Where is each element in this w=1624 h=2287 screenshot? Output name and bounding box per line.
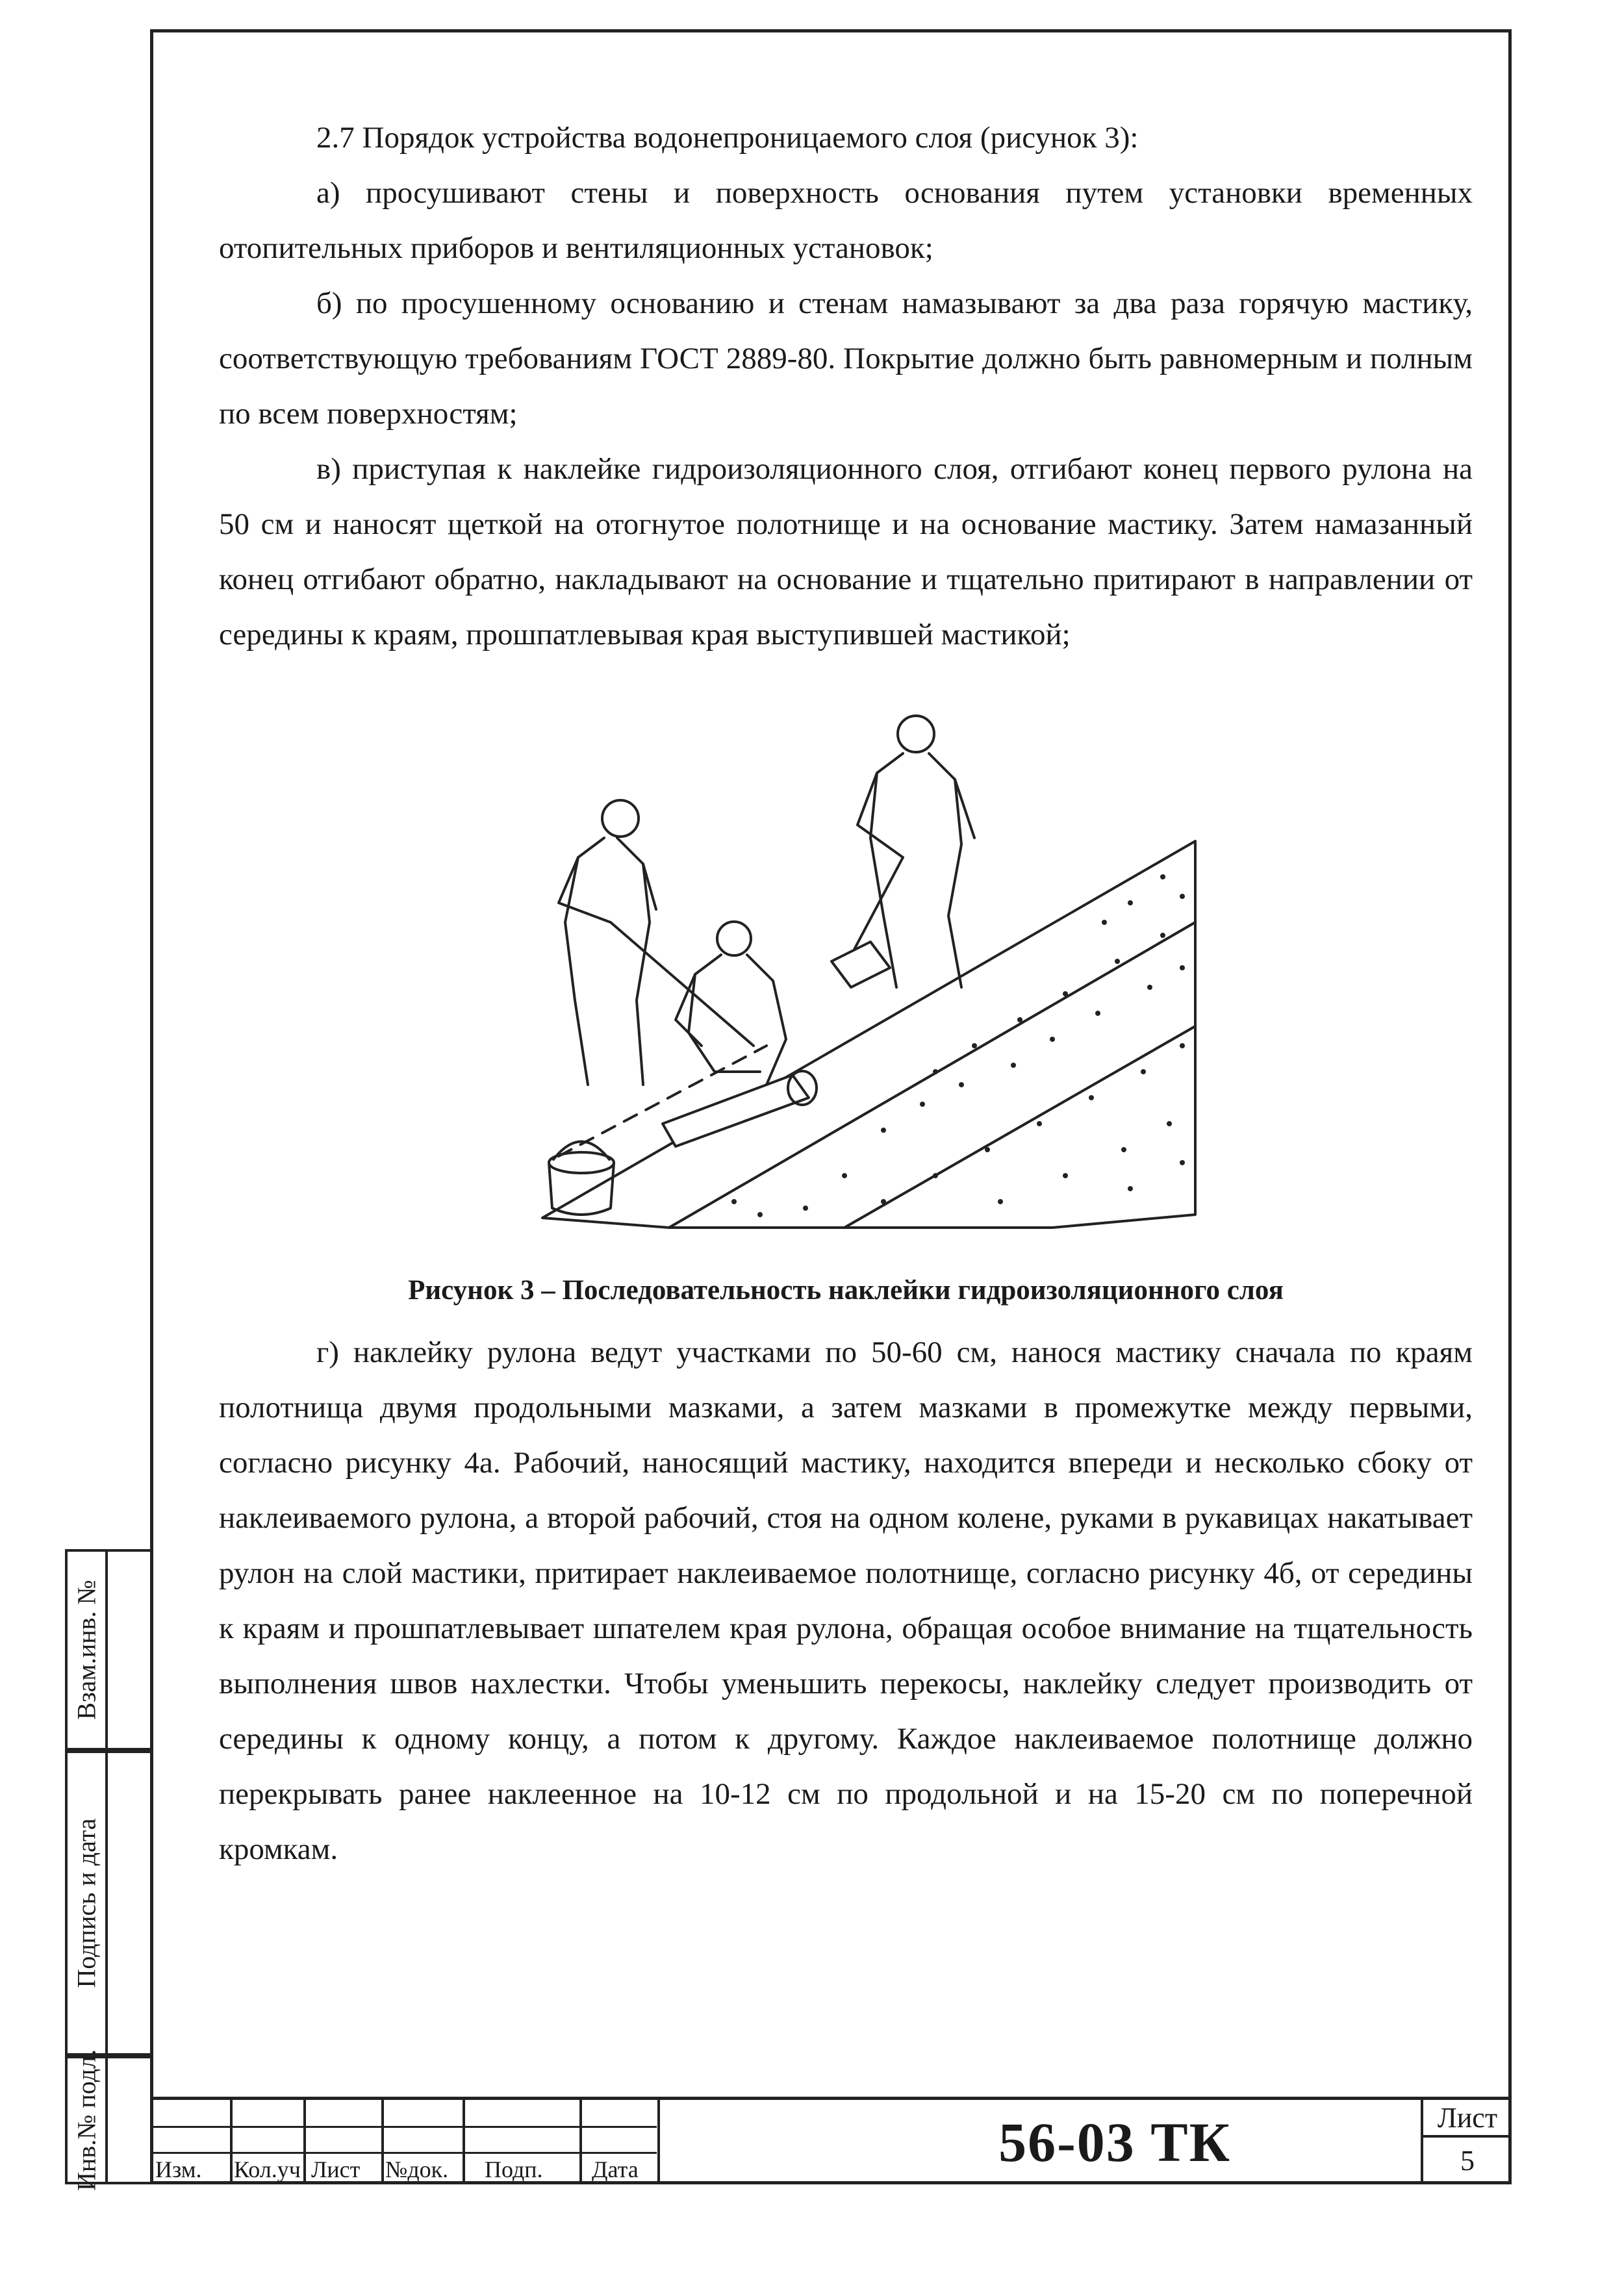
tb-label-list: Лист [311, 2156, 361, 2182]
tb-col-data [582, 2100, 660, 2184]
tb-col-izm [150, 2100, 233, 2184]
tb-col-kol [233, 2100, 306, 2184]
tb-col-podp [465, 2100, 582, 2184]
stamp-sign-date [65, 1750, 150, 2056]
tb-col-ndok [384, 2100, 465, 2184]
stamp-sign-date-label: Подпись и дата [71, 1818, 101, 1988]
stamp-inv-original [65, 2049, 150, 2191]
tb-label-izm: Изм. [155, 2156, 202, 2182]
figure-illustration [481, 708, 1208, 1280]
stamp-inv-replace [65, 1549, 150, 1750]
document-body-continued [219, 1325, 1473, 1877]
paragraph-g: г) наклейку рулона ведут участками по 50-60 см, нанося мастику сначала по краям полотнища двумя продольными мазками, а затем мазками в промежутке между первыми, согласно рисунку 4а. Рабочий, наносящий мастику, находится впереди и несколько сбоку от наклеиваемого рулона, а второй рабочий, стоя на одном колене, руками в рукавицах накатывает рулон на слой мастики, притирает наклеиваемое полотнище, согласно рисунку 4б, от середины к краям и прошпатлевывает шпателем края рулона, обращая особое внимание на тщательность выполнения швов нахлестки. Чтобы уменьшить перекосы, наклейку следует производить от середины к одному концу, а потом к другому. Каждое наклеиваемое полотнище должно перекрывать ранее наклеенное на 10-12 см по продольной и на 15-20 см по поперечной кромкам. [219, 1335, 1473, 1866]
tb-label-data: Дата [592, 2156, 639, 2182]
tb-label-kol: Кол.уч [234, 2156, 301, 2182]
document-body [219, 110, 1473, 663]
stamp-inv-replace-label: Взам.инв. № [71, 1580, 101, 1720]
workers-waterproofing-drawing [481, 708, 1208, 1280]
paragraph-b: б) по просушенному основанию и стенам намазывают за два раза горячую мастику, соответствующую требованиям ГОСТ 2889-80. Покрытие должно быть равномерным и полным по всем поверхностям; [219, 286, 1473, 431]
stamp-inv-original-label: Инв.№ подл. [71, 2049, 101, 2191]
title-block [150, 2097, 1512, 2184]
tb-label-podp: Подп. [485, 2156, 543, 2182]
section-heading: 2.7 Порядок устройства водонепроницаемого слоя (рисунок 3): [316, 121, 1139, 155]
sheet-label: Лист [1421, 2100, 1512, 2138]
paragraph-c: в) приступая к наклейке гидроизоляционного слоя, отгибают конец первого рулона на 50 см и наносят щеткой на отогнутое полотнище и на основание мастику. Затем намазанный конец отгибают обратно, накладывают на основание и тщательно притирают в направлении от середины к краям, прошпатлевывая края выступившей мастикой; [219, 452, 1473, 651]
figure-caption: Рисунок 3 – Последовательность наклейки гидроизоляционного слоя [408, 1275, 1284, 1306]
tb-label-ndok: №док. [385, 2156, 449, 2182]
document-code: 56-03 ТК [998, 2111, 1231, 2173]
sheet-number: 5 [1421, 2138, 1512, 2184]
tb-col-list [306, 2100, 384, 2184]
paragraph-a: а) просушивают стены и поверхность основания путем установки временных отопительных приборов и вентиляционных установок; [219, 176, 1473, 265]
